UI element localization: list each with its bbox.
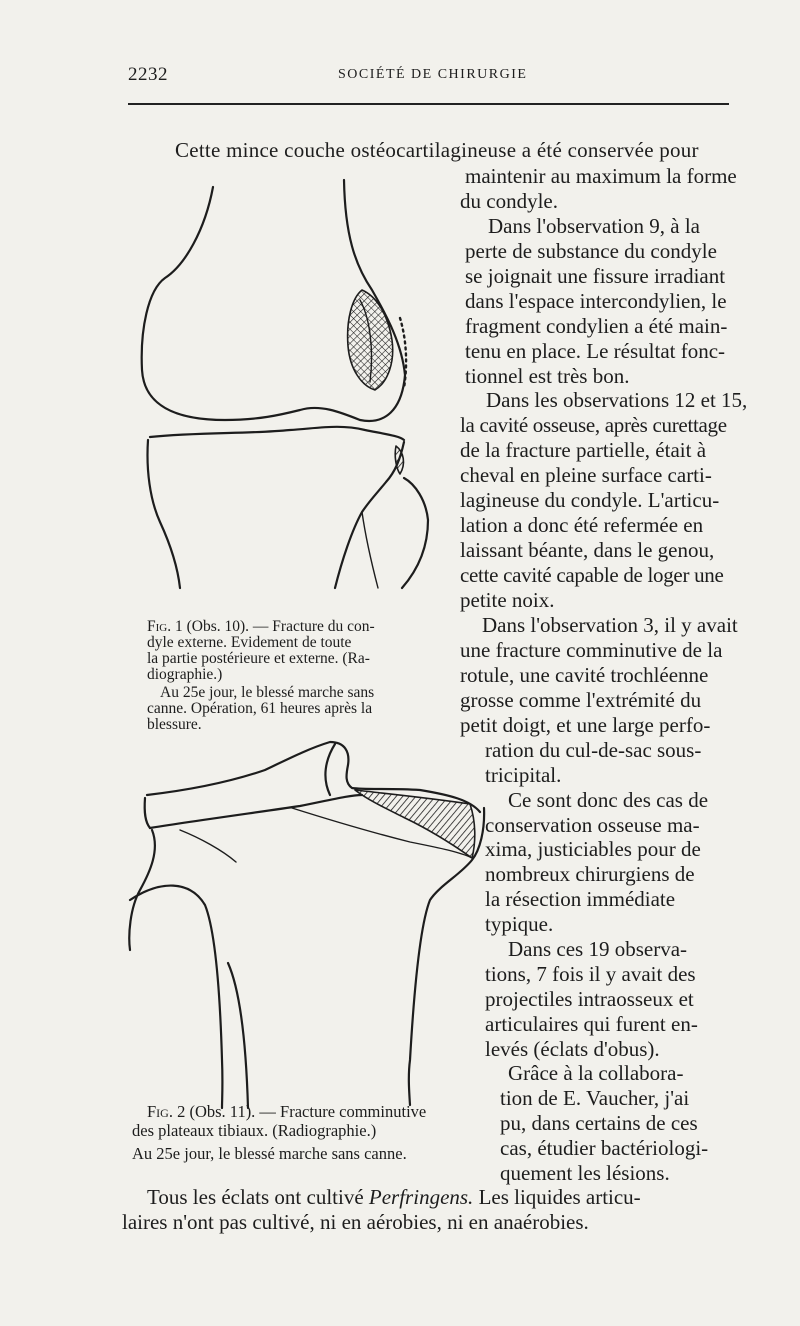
page-number: 2232 [128,64,168,85]
text-line: tricipital. [485,763,562,787]
text-line: cette cavité capable de loger une [460,563,724,587]
text-line: pu, dans certains de ces [500,1111,698,1135]
figure-2-caption-rest: 2 (Obs. 11). — Fracture comminutive [172,1102,427,1121]
text-line: levés (éclats d'obus). [485,1037,660,1061]
running-title: SOCIÉTÉ DE CHIRURGIE [338,67,528,82]
final-line-1-end: Les liquides articu- [473,1185,641,1209]
figure-1-caption-title [147,619,375,635]
text-line: Cette mince couche ostéocartilagineuse a été conservée pour [175,138,699,162]
figure-2-label: Fig. [147,1102,173,1121]
text-line: maintenir au maximum la forme [465,164,737,188]
text-line: Dans l'observation 9, à la [488,214,700,238]
text-line: articulaires qui furent en- [485,1012,698,1036]
text-line: grosse comme l'extrémité du [460,688,702,712]
text-line: Ce sont donc des cas de [508,788,709,812]
text-line: du condyle. [460,189,558,213]
text-line: projectiles intraosseux et [485,987,694,1011]
text-line: rotule, une cavité trochléenne [460,663,709,687]
text-line: de la fracture partielle, était à [460,438,707,462]
text-line: se joignait une fissure irradiant [465,264,726,288]
text-line: la cavité osseuse, après curettage [460,413,727,437]
text-line: fragment condylien a été main- [465,314,728,338]
text-line: cas, étudier bactériologi- [500,1136,709,1160]
figure-2-caption-line: des plateaux tibiaux. (Radiographie.) [132,1121,377,1140]
final-line-2: laires n'ont pas cultivé, ni en aérobies, ni en anaérobies. [122,1210,589,1234]
text-line: tion de E. Vaucher, j'ai [500,1086,690,1110]
text-line: dans l'espace intercondylien, le [465,289,727,313]
text-line: Grâce à la collabora- [508,1061,684,1085]
text-line: tions, 7 fois il y avait des [485,962,696,986]
figure-1-note-line: canne. Opération, 61 heures après la [147,700,373,717]
final-line-1 [147,1184,641,1210]
text-line: petite noix. [460,588,555,612]
text-line: Dans les observations 12 et 15, [486,388,748,412]
text-line: quement les lésions. [500,1161,670,1185]
text-line: typique. [485,912,554,936]
text-line: ration du cul-de-sac sous- [485,738,702,762]
figure-1-caption-rest: 1 (Obs. 10). — Fracture du con- [171,618,375,635]
figure-1-caption-line: la partie postérieure et externe. (Ra- [147,650,370,667]
figure-1-note-line: blessure. [147,716,202,733]
final-line-1-start: Tous les éclats ont cultivé [147,1185,369,1209]
text-line: xima, justiciables pour de [485,837,701,861]
figure-1-note-line: Au 25e jour, le blessé marche sans [160,684,375,701]
text-line: tenu en place. Le résultat fonc- [465,339,726,363]
text-line: petit doigt, et une large perfo- [460,713,711,737]
text-line: la résection immédiate [485,887,676,911]
text-line: perte de substance du condyle [465,239,717,263]
text-line: Dans l'observation 3, il y avait [482,613,738,637]
final-line-1-italic: Perfringens. [368,1185,474,1209]
figure-1-caption-line: dyle externe. Evidement de toute [147,634,352,651]
figure-1-label: Fig. [147,618,172,635]
text-line: une fracture comminutive de la [460,638,723,662]
text-line: lagineuse du condyle. L'articu- [460,488,720,512]
text-line: cheval en pleine surface carti- [460,463,712,487]
text-line: tionnel est très bon. [465,364,630,388]
figure-2-note: Au 25e jour, le blessé marche sans canne. [132,1144,407,1163]
text-line: conservation osseuse ma- [485,813,700,837]
text-line: Dans ces 19 observa- [508,937,688,961]
text-line: lation a donc été refermée en [460,513,704,537]
text-line: laissant béante, dans le genou, [460,538,715,562]
figure-1-caption-line: diographie.) [147,666,223,683]
tibial-plateau-outline [129,790,484,1108]
text-line: nombreux chirurgiens de [485,862,695,886]
